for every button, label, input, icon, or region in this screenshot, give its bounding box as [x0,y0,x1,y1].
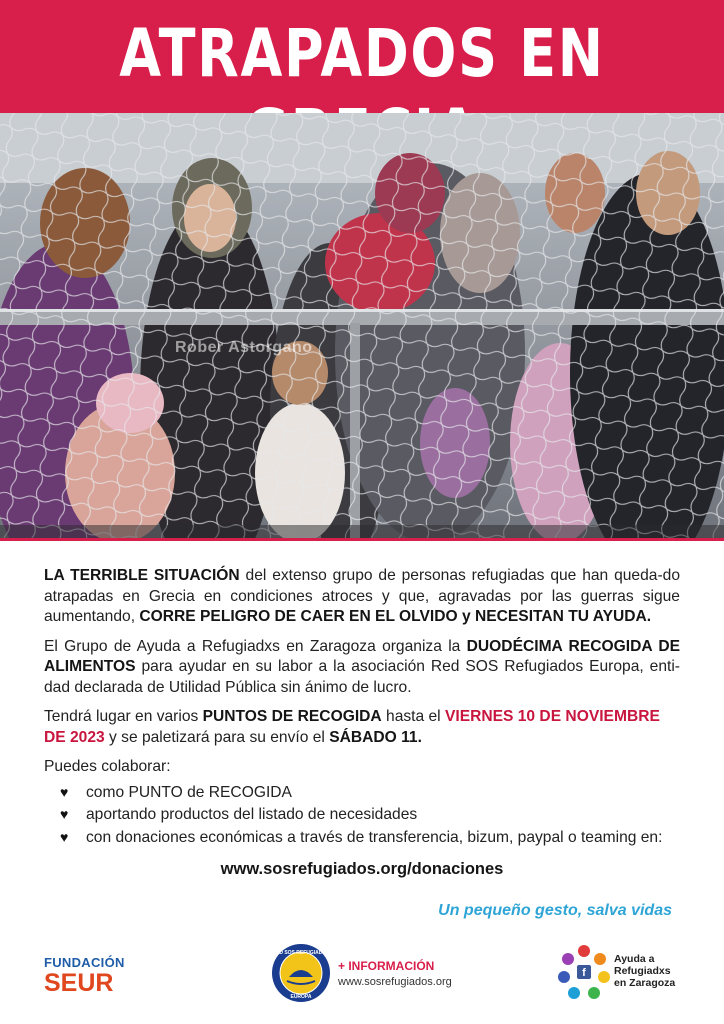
body-text [44,566,680,880]
list-item [44,827,680,849]
heart-bullet-icon: ♥ [60,828,69,845]
collaborate-intro: Puedes colaborar: [44,758,171,775]
info-url[interactable]: www.sosrefugiados.org [338,976,452,988]
seur-logo-top: FUNDACIÓN [44,955,125,970]
sos-bottom-text: EUROPA [290,994,312,1000]
list-item-text: con donaciones económicas a través de transferencia, bizum, paypal o teaming en: [86,828,663,846]
heart-bullet-icon: ♥ [60,806,69,822]
situation-text: del extenso grupo de personas refugiadas que han queda-do atrapadas en Grecia en condiciones atroces y que, agravadas por las guerras sigue aumentando, [44,567,680,625]
list-item-text: aportando productos del listado de necesidades [86,806,418,823]
sos-refugiados-logo [271,943,331,1008]
photo-illustration [0,113,724,538]
shipping-date: SÁBADO 11. [329,728,422,746]
slogan: Un pequeño gesto, salva vidas [438,902,672,919]
page-title: ATRAPADOS EN [119,15,605,92]
deadline-date: VIERNES 10 DE NOVIEMBRE DE 2023 [44,708,660,746]
ayuda-line-1: Ayuda a [614,953,655,965]
dates-text-2: hasta el [381,708,445,725]
footer [0,935,724,1024]
dates-text-3: y se paletizará para su envío el [104,728,330,746]
collaborate-list [44,782,680,849]
seur-logo-bottom: SEUR [44,969,114,997]
sos-ring-text: RED SOS REFUGIADOS [272,950,330,956]
ayuda-refugiadxs-emblem [556,941,612,1003]
ayuda-line-3: en Zaragoza [614,977,676,989]
list-item [44,804,680,826]
info-title: + INFORMACIÓN [338,959,435,973]
situation-call: CORRE PELIGRO DE CAER EN EL OLVIDO y NECESITAN TU AYUDA. [139,608,652,625]
organizer-text-2: para ayudar en su labor a la asociación Red SOS Refugiados Europa, enti-dad declarada de Utilidad Pública sin ánimo de lucro. [44,658,680,696]
donation-link[interactable]: www.sosrefugiados.org/donaciones [220,860,504,878]
refugee-photo [0,113,724,538]
dates-text: Tendrá lugar en varios [44,708,203,725]
organizer-text: El Grupo de Ayuda a Refugiadxs en Zaragoza organiza la [44,637,467,655]
title-banner [0,0,724,113]
ayuda-text [614,953,694,989]
svg-text:f: f [582,967,586,979]
situation-lead: LA TERRIBLE SITUACIÓN [44,567,240,584]
paragraph-dates [44,707,680,748]
list-item-text: como PUNTO de RECOGIDA [86,783,292,801]
ayuda-line-2: Refugiadxs [614,965,671,977]
more-info [338,959,452,988]
fundacion-seur-logo [44,955,125,996]
collection-points: PUNTOS DE RECOGIDA [202,708,382,725]
ayuda-refugiadxs-logo [556,941,676,1008]
photo-credit: Rober Astorgano [175,339,313,356]
collection-name: DUODÉCIMA RECOGIDA DE ALIMENTOS [44,637,680,675]
paragraph-organizer [44,637,680,699]
heart-bullet-icon: ♥ [60,783,69,800]
paragraph-situation [44,566,680,628]
divider-line [0,538,724,541]
list-item [44,782,680,804]
